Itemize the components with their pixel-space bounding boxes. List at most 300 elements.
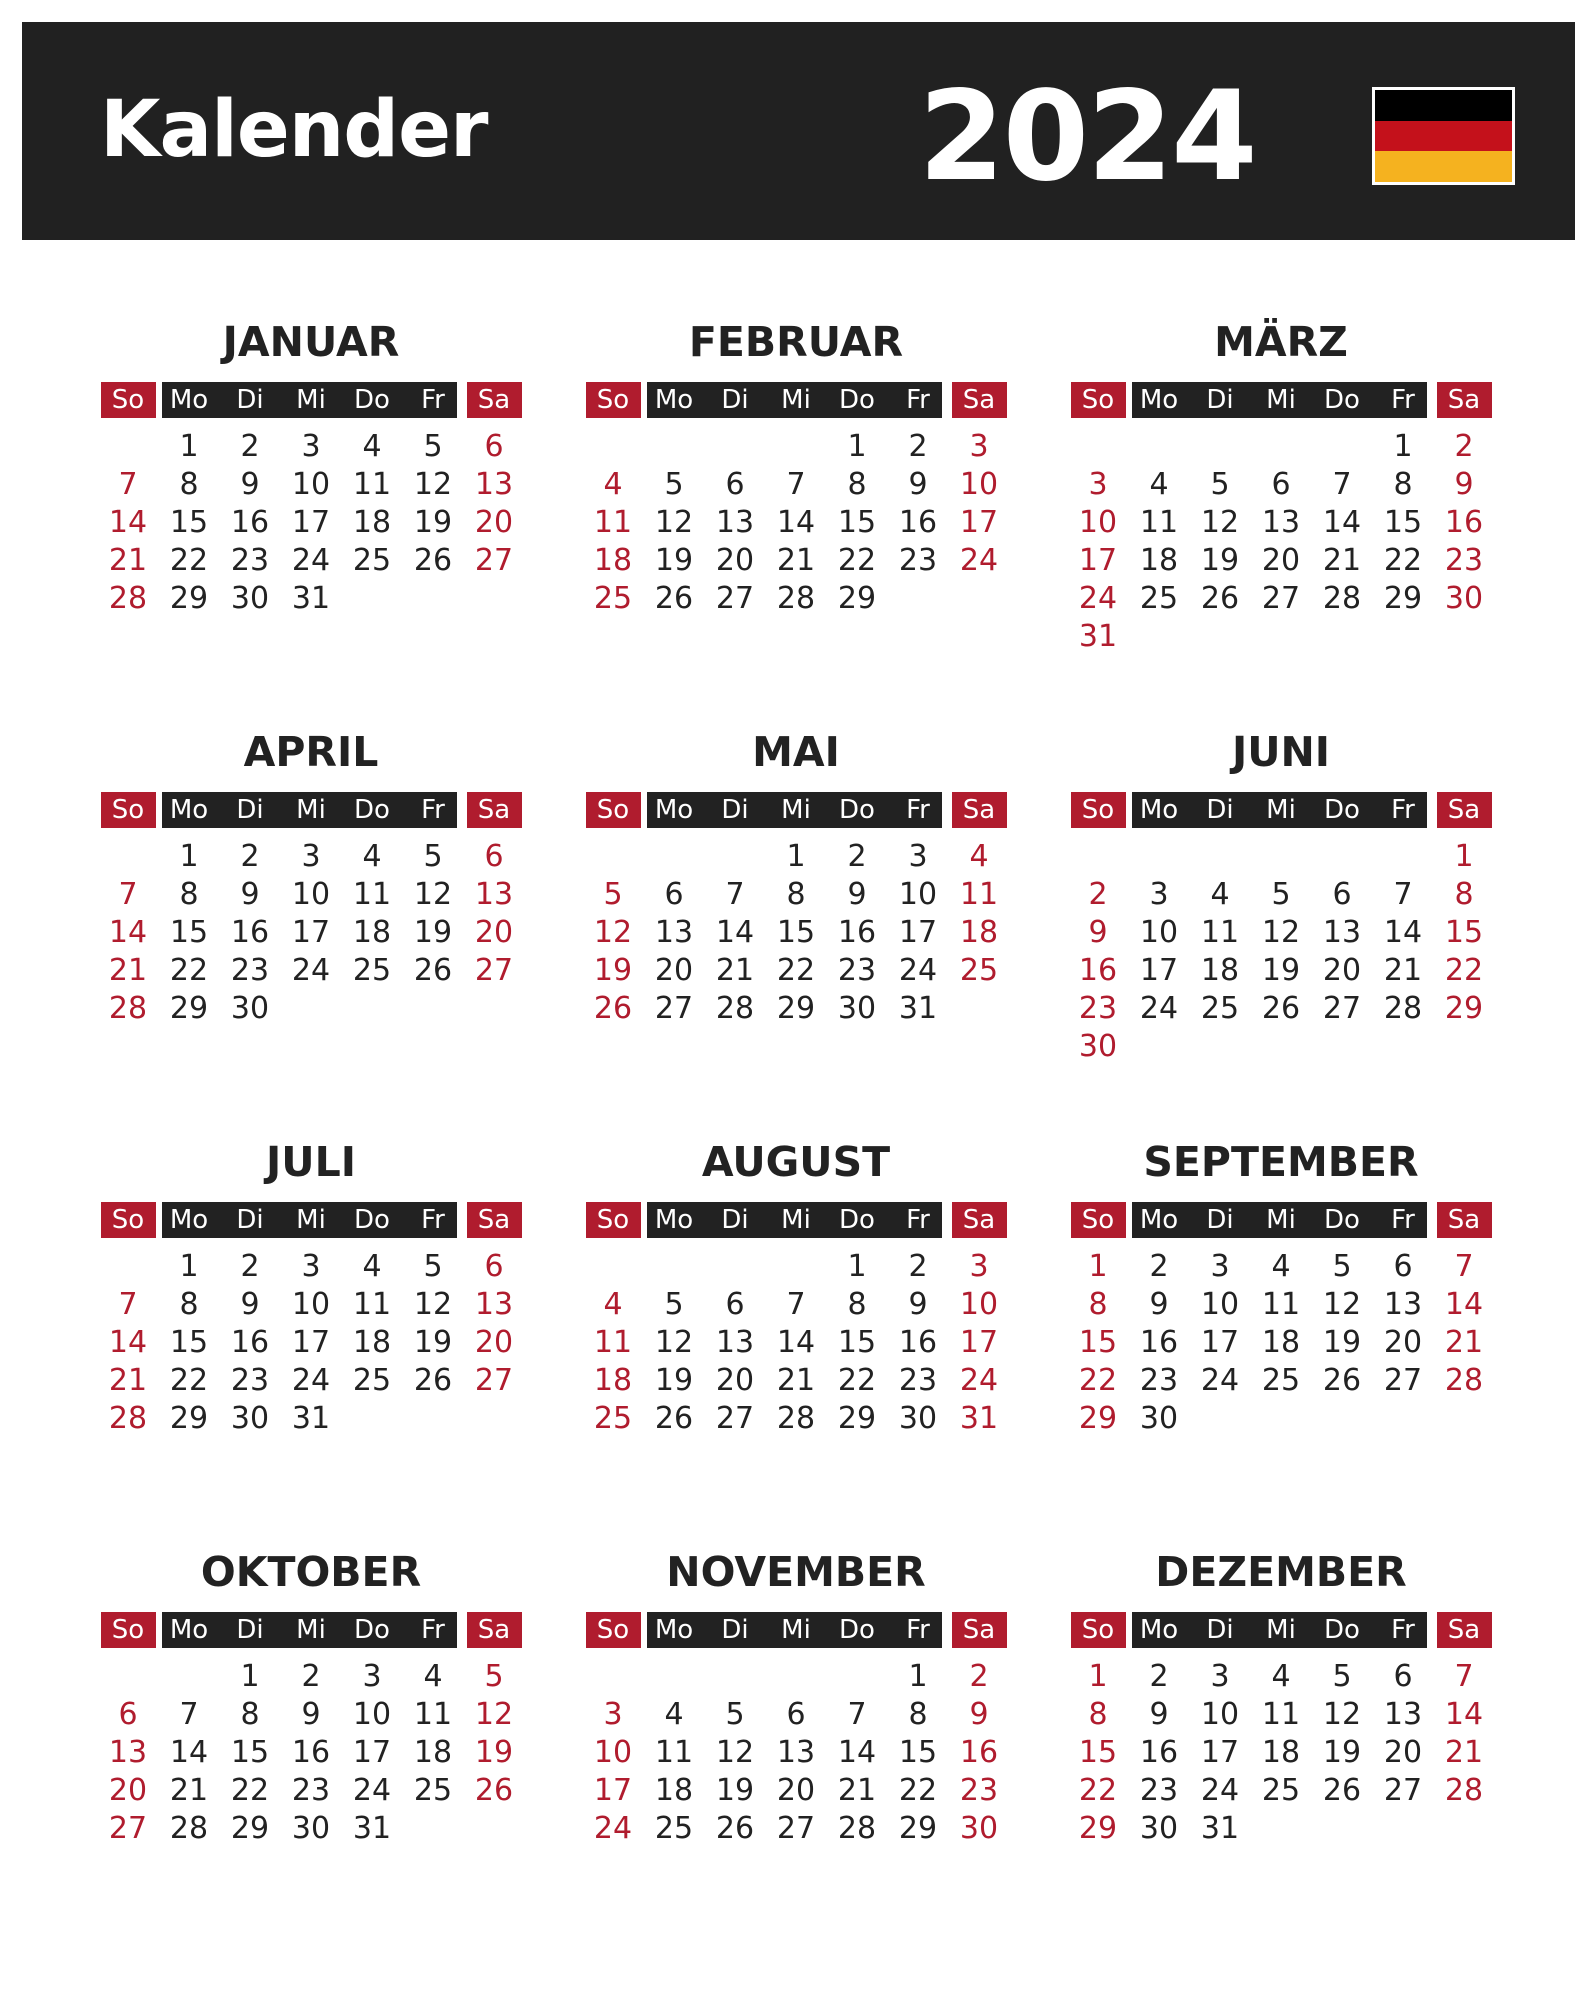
day-cell: 14	[1322, 505, 1362, 540]
day-cell: 7	[118, 877, 138, 912]
day-cell: 18	[1261, 1325, 1301, 1360]
day-cell: 25	[593, 581, 633, 616]
day-cell: 24	[352, 1773, 392, 1808]
calendar-header	[22, 22, 1575, 240]
day-cell: 5	[1332, 1249, 1352, 1284]
day-cell: 14	[776, 1325, 816, 1360]
day-cell: 29	[230, 1811, 270, 1846]
weekday-label: Do	[354, 1615, 390, 1645]
day-cell: 18	[1261, 1735, 1301, 1770]
day-cell: 3	[969, 429, 989, 464]
day-cell: 26	[413, 1363, 453, 1398]
day-cell: 11	[959, 877, 999, 912]
weekday-label: Do	[1324, 1615, 1360, 1645]
month-block	[1071, 1548, 1491, 1888]
month-block	[586, 1548, 1006, 1888]
day-cell: 22	[837, 543, 877, 578]
weekday-header-bar	[586, 1202, 1006, 1238]
day-cell: 7	[1454, 1249, 1474, 1284]
day-cell: 13	[654, 915, 694, 950]
weekday-label: Fr	[1391, 795, 1415, 825]
day-cell: 26	[1322, 1773, 1362, 1808]
day-cell: 5	[725, 1697, 745, 1732]
weekday-label: Mo	[654, 385, 694, 415]
day-cell: 5	[1210, 467, 1230, 502]
weekday-label: Do	[839, 1205, 875, 1235]
weekday-label: Mo	[654, 1205, 694, 1235]
day-cell: 5	[664, 467, 684, 502]
day-cell: 13	[715, 1325, 755, 1360]
day-cell: 10	[1139, 915, 1179, 950]
day-cell: 28	[1444, 1773, 1484, 1808]
day-cell: 27	[1383, 1773, 1423, 1808]
weekday-label: Sa	[962, 1205, 996, 1235]
day-cell: 8	[240, 1697, 260, 1732]
day-cell: 13	[1322, 915, 1362, 950]
day-cell: 2	[908, 429, 928, 464]
day-cell: 21	[837, 1773, 877, 1808]
day-cell: 18	[959, 915, 999, 950]
day-cell: 12	[1200, 505, 1240, 540]
month-name: DEZEMBER	[1155, 1548, 1407, 1596]
weekday-label: Mo	[1139, 385, 1179, 415]
day-cell: 27	[474, 953, 514, 988]
day-cell: 25	[1139, 581, 1179, 616]
month-name: MAI	[752, 728, 840, 776]
weekday-label: Fr	[906, 1615, 930, 1645]
day-cell: 23	[230, 543, 270, 578]
day-cell: 31	[959, 1401, 999, 1436]
weekday-label: Di	[721, 795, 749, 825]
weekday-label: Do	[839, 795, 875, 825]
day-cell: 25	[1200, 991, 1240, 1026]
month-block	[101, 1548, 521, 1888]
day-cell: 18	[352, 1325, 392, 1360]
day-cell: 1	[179, 429, 199, 464]
day-cell: 4	[603, 1287, 623, 1322]
day-cell: 22	[1383, 543, 1423, 578]
weekday-label: So	[111, 1615, 145, 1645]
day-cell: 25	[352, 953, 392, 988]
day-cell: 24	[1078, 581, 1118, 616]
month-name: JULI	[266, 1138, 356, 1186]
day-cell: 5	[423, 839, 443, 874]
day-cell: 10	[1200, 1697, 1240, 1732]
day-cell: 25	[352, 543, 392, 578]
day-cell: 16	[291, 1735, 331, 1770]
weekday-label: Mi	[781, 385, 811, 415]
day-cell: 1	[847, 429, 867, 464]
weekday-header-bar	[586, 792, 1006, 828]
day-cell: 28	[776, 581, 816, 616]
weekday-label: Fr	[421, 1615, 445, 1645]
day-cell: 5	[1332, 1659, 1352, 1694]
month-name: SEPTEMBER	[1143, 1138, 1419, 1186]
weekday-label: Mi	[296, 385, 326, 415]
day-cell: 26	[593, 991, 633, 1026]
day-cell: 13	[108, 1735, 148, 1770]
calendar-title: Kalender	[100, 85, 488, 175]
day-cell: 28	[108, 1401, 148, 1436]
weekday-label: So	[1081, 1205, 1115, 1235]
day-cell: 14	[837, 1735, 877, 1770]
day-cell: 1	[908, 1659, 928, 1694]
weekday-label: Do	[839, 385, 875, 415]
day-cell: 7	[1332, 467, 1352, 502]
weekday-label: Do	[354, 385, 390, 415]
day-cell: 19	[1322, 1735, 1362, 1770]
day-cell: 14	[715, 915, 755, 950]
weekday-label: Mi	[781, 1205, 811, 1235]
day-cell: 5	[423, 429, 443, 464]
weekday-label: Di	[1206, 1615, 1234, 1645]
day-cell: 9	[240, 877, 260, 912]
day-cell: 5	[664, 1287, 684, 1322]
day-cell: 19	[413, 915, 453, 950]
day-cell: 31	[898, 991, 938, 1026]
day-cell: 4	[362, 1249, 382, 1284]
day-cell: 22	[898, 1773, 938, 1808]
day-cell: 15	[169, 505, 209, 540]
day-cell: 25	[959, 953, 999, 988]
day-cell: 14	[108, 1325, 148, 1360]
weekday-label: So	[111, 385, 145, 415]
day-cell: 10	[291, 877, 331, 912]
day-cell: 29	[1383, 581, 1423, 616]
day-cell: 4	[1271, 1249, 1291, 1284]
day-cell: 16	[230, 505, 270, 540]
day-cell: 23	[837, 953, 877, 988]
day-cell: 24	[898, 953, 938, 988]
weekday-label: Fr	[1391, 385, 1415, 415]
day-cell: 8	[179, 467, 199, 502]
day-cell: 24	[1139, 991, 1179, 1026]
day-cell: 15	[230, 1735, 270, 1770]
weekday-label: Mi	[1266, 385, 1296, 415]
day-cell: 2	[240, 429, 260, 464]
day-cell: 3	[362, 1659, 382, 1694]
weekday-header-bar	[1071, 382, 1491, 418]
day-cell: 9	[240, 467, 260, 502]
day-cell: 11	[352, 877, 392, 912]
month-name: AUGUST	[701, 1138, 891, 1186]
day-cell: 25	[1261, 1363, 1301, 1398]
day-cell: 20	[1322, 953, 1362, 988]
weekday-label: Sa	[962, 385, 996, 415]
weekday-label: Di	[721, 1205, 749, 1235]
day-cell: 31	[352, 1811, 392, 1846]
day-cell: 3	[301, 839, 321, 874]
day-cell: 6	[1393, 1659, 1413, 1694]
day-cell: 16	[1139, 1325, 1179, 1360]
day-cell: 21	[715, 953, 755, 988]
day-cell: 21	[776, 543, 816, 578]
day-cell: 18	[1200, 953, 1240, 988]
weekday-label: So	[111, 795, 145, 825]
day-cell: 9	[1454, 467, 1474, 502]
day-cell: 22	[169, 1363, 209, 1398]
day-cell: 14	[169, 1735, 209, 1770]
day-cell: 31	[1078, 619, 1118, 654]
weekday-label: Sa	[477, 1615, 511, 1645]
day-cell: 17	[959, 505, 999, 540]
day-cell: 24	[959, 543, 999, 578]
weekday-label: Mi	[1266, 795, 1296, 825]
day-cell: 11	[593, 1325, 633, 1360]
day-cell: 31	[291, 581, 331, 616]
day-cell: 4	[1271, 1659, 1291, 1694]
day-cell: 8	[1454, 877, 1474, 912]
month-block	[101, 1138, 521, 1478]
day-cell: 5	[423, 1249, 443, 1284]
day-cell: 3	[603, 1697, 623, 1732]
day-cell: 7	[1393, 877, 1413, 912]
day-cell: 13	[1383, 1697, 1423, 1732]
day-cell: 28	[169, 1811, 209, 1846]
weekday-label: Mo	[169, 1615, 209, 1645]
day-cell: 21	[169, 1773, 209, 1808]
day-cell: 31	[1200, 1811, 1240, 1846]
weekday-label: So	[596, 795, 630, 825]
weekday-header-bar	[1071, 792, 1491, 828]
day-cell: 1	[1088, 1249, 1108, 1284]
weekday-label: Mo	[1139, 795, 1179, 825]
day-cell: 4	[664, 1697, 684, 1732]
day-cell: 3	[969, 1249, 989, 1284]
day-cell: 23	[898, 1363, 938, 1398]
day-cell: 22	[169, 953, 209, 988]
day-cell: 28	[837, 1811, 877, 1846]
day-cell: 17	[593, 1773, 633, 1808]
day-cell: 30	[230, 991, 270, 1026]
day-cell: 23	[1139, 1363, 1179, 1398]
day-cell: 15	[1078, 1735, 1118, 1770]
day-cell: 26	[1322, 1363, 1362, 1398]
day-cell: 24	[291, 1363, 331, 1398]
day-cell: 3	[1088, 467, 1108, 502]
day-cell: 6	[1332, 877, 1352, 912]
day-cell: 17	[1139, 953, 1179, 988]
weekday-label: Sa	[477, 795, 511, 825]
day-cell: 19	[1322, 1325, 1362, 1360]
day-cell: 12	[474, 1697, 514, 1732]
day-cell: 10	[959, 1287, 999, 1322]
day-cell: 16	[1444, 505, 1484, 540]
day-cell: 25	[593, 1401, 633, 1436]
day-cell: 2	[240, 1249, 260, 1284]
day-cell: 26	[654, 581, 694, 616]
day-cell: 11	[654, 1735, 694, 1770]
day-cell: 11	[352, 1287, 392, 1322]
day-cell: 10	[291, 1287, 331, 1322]
day-cell: 6	[786, 1697, 806, 1732]
day-cell: 13	[776, 1735, 816, 1770]
day-cell: 15	[169, 915, 209, 950]
weekday-label: Mo	[169, 1205, 209, 1235]
day-cell: 27	[1322, 991, 1362, 1026]
day-cell: 2	[1149, 1659, 1169, 1694]
day-cell: 5	[1271, 877, 1291, 912]
weekday-label: Mi	[781, 795, 811, 825]
day-cell: 14	[108, 915, 148, 950]
day-cell: 6	[484, 1249, 504, 1284]
day-cell: 30	[291, 1811, 331, 1846]
day-cell: 15	[1383, 505, 1423, 540]
weekday-label: Mi	[781, 1615, 811, 1645]
day-cell: 16	[230, 1325, 270, 1360]
day-cell: 29	[776, 991, 816, 1026]
day-cell: 7	[725, 877, 745, 912]
day-cell: 31	[291, 1401, 331, 1436]
day-cell: 26	[413, 543, 453, 578]
weekday-label: Sa	[962, 795, 996, 825]
weekday-label: So	[596, 385, 630, 415]
day-cell: 10	[593, 1735, 633, 1770]
day-cell: 17	[1078, 543, 1118, 578]
weekday-label: So	[596, 1615, 630, 1645]
day-cell: 11	[1261, 1287, 1301, 1322]
day-cell: 12	[413, 1287, 453, 1322]
month-name: JUNI	[1231, 728, 1331, 776]
day-cell: 18	[654, 1773, 694, 1808]
day-cell: 27	[1383, 1363, 1423, 1398]
day-cell: 21	[1444, 1735, 1484, 1770]
day-cell: 20	[108, 1773, 148, 1808]
day-cell: 1	[1088, 1659, 1108, 1694]
day-cell: 10	[1200, 1287, 1240, 1322]
day-cell: 20	[1383, 1735, 1423, 1770]
weekday-label: Do	[1324, 385, 1360, 415]
day-cell: 19	[654, 1363, 694, 1398]
day-cell: 22	[169, 543, 209, 578]
day-cell: 27	[474, 1363, 514, 1398]
day-cell: 9	[1088, 915, 1108, 950]
day-cell: 28	[108, 991, 148, 1026]
day-cell: 24	[291, 953, 331, 988]
day-cell: 19	[413, 1325, 453, 1360]
day-cell: 23	[291, 1773, 331, 1808]
day-cell: 3	[1149, 877, 1169, 912]
weekday-label: Fr	[1391, 1205, 1415, 1235]
day-cell: 8	[179, 1287, 199, 1322]
day-cell: 21	[1322, 543, 1362, 578]
day-cell: 11	[352, 467, 392, 502]
month-block	[586, 318, 1006, 658]
day-cell: 24	[593, 1811, 633, 1846]
day-cell: 28	[108, 581, 148, 616]
day-cell: 13	[474, 1287, 514, 1322]
day-cell: 26	[715, 1811, 755, 1846]
month-block	[586, 728, 1006, 1068]
day-cell: 12	[413, 467, 453, 502]
month-name: FEBRUAR	[688, 318, 904, 366]
day-cell: 13	[474, 467, 514, 502]
day-cell: 30	[959, 1811, 999, 1846]
day-cell: 11	[1200, 915, 1240, 950]
day-cell: 7	[1454, 1659, 1474, 1694]
day-cell: 22	[230, 1773, 270, 1808]
day-cell: 2	[240, 839, 260, 874]
day-cell: 1	[847, 1249, 867, 1284]
month-block	[586, 1138, 1006, 1478]
day-cell: 4	[362, 429, 382, 464]
weekday-label: Do	[1324, 1205, 1360, 1235]
day-cell: 18	[352, 915, 392, 950]
day-cell: 18	[593, 543, 633, 578]
day-cell: 23	[1078, 991, 1118, 1026]
weekday-label: Mo	[654, 1615, 694, 1645]
day-cell: 14	[776, 505, 816, 540]
day-cell: 11	[413, 1697, 453, 1732]
day-cell: 20	[715, 543, 755, 578]
day-cell: 29	[169, 1401, 209, 1436]
weekday-label: Do	[839, 1615, 875, 1645]
day-cell: 23	[959, 1773, 999, 1808]
day-cell: 19	[654, 543, 694, 578]
day-cell: 30	[837, 991, 877, 1026]
day-cell: 5	[484, 1659, 504, 1694]
weekday-label: Mi	[1266, 1615, 1296, 1645]
day-cell: 14	[1444, 1697, 1484, 1732]
day-cell: 9	[301, 1697, 321, 1732]
month-block	[1071, 1138, 1491, 1478]
day-cell: 30	[1139, 1811, 1179, 1846]
day-cell: 10	[1078, 505, 1118, 540]
day-cell: 8	[1088, 1697, 1108, 1732]
day-cell: 20	[474, 915, 514, 950]
day-cell: 22	[776, 953, 816, 988]
day-cell: 26	[413, 953, 453, 988]
day-cell: 1	[179, 1249, 199, 1284]
day-cell: 6	[664, 877, 684, 912]
day-cell: 10	[291, 467, 331, 502]
day-cell: 8	[179, 877, 199, 912]
weekday-header-bar	[586, 382, 1006, 418]
day-cell: 7	[847, 1697, 867, 1732]
day-cell: 4	[969, 839, 989, 874]
day-cell: 7	[786, 1287, 806, 1322]
day-cell: 2	[1454, 429, 1474, 464]
day-cell: 2	[1088, 877, 1108, 912]
day-cell: 16	[1139, 1735, 1179, 1770]
day-cell: 25	[1261, 1773, 1301, 1808]
day-cell: 22	[1078, 1363, 1118, 1398]
day-cell: 16	[898, 505, 938, 540]
day-cell: 21	[108, 1363, 148, 1398]
day-cell: 19	[593, 953, 633, 988]
month-name: NOVEMBER	[666, 1548, 926, 1596]
day-cell: 29	[169, 991, 209, 1026]
weekday-header-bar	[101, 1202, 521, 1238]
day-cell: 29	[837, 581, 877, 616]
day-cell: 4	[362, 839, 382, 874]
flag-stripe-black	[1375, 90, 1512, 121]
day-cell: 18	[1139, 543, 1179, 578]
weekday-label: Sa	[1447, 795, 1481, 825]
day-cell: 9	[1149, 1697, 1169, 1732]
weekday-label: Di	[1206, 1205, 1234, 1235]
day-cell: 13	[1383, 1287, 1423, 1322]
day-cell: 4	[603, 467, 623, 502]
day-cell: 11	[1261, 1697, 1301, 1732]
day-cell: 13	[715, 505, 755, 540]
day-cell: 6	[484, 839, 504, 874]
weekday-label: Di	[1206, 385, 1234, 415]
day-cell: 7	[118, 467, 138, 502]
weekday-label: Do	[354, 1205, 390, 1235]
day-cell: 2	[908, 1249, 928, 1284]
day-cell: 29	[1078, 1811, 1118, 1846]
